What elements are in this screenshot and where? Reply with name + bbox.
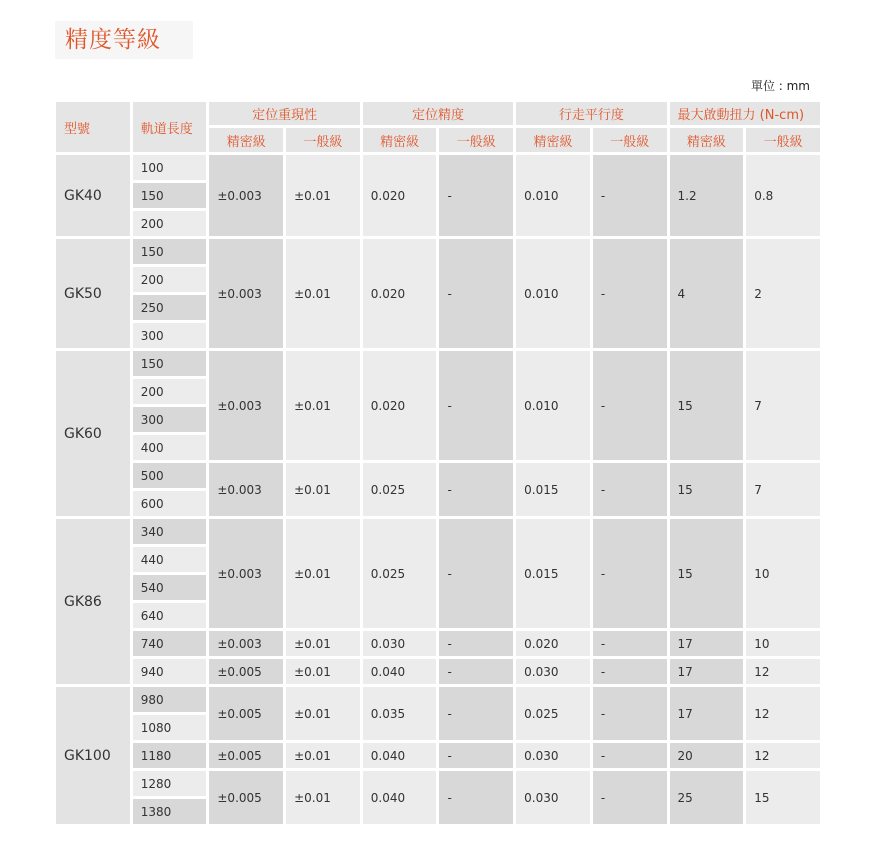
value-cell-an: - xyxy=(439,631,513,656)
value-cell-tn: 15 xyxy=(746,771,820,824)
header-accuracy: 定位精度 xyxy=(363,102,513,125)
value-cell-an: - xyxy=(439,771,513,824)
value-cell-pn: - xyxy=(593,351,667,460)
rail-length-cell: 100 xyxy=(133,155,207,180)
value-cell-rn: ±0.01 xyxy=(286,239,360,348)
model-cell: GK50 xyxy=(56,239,130,348)
value-cell-rp: ±0.003 xyxy=(209,463,283,516)
value-cell-pp: 0.015 xyxy=(516,463,590,516)
value-cell-rp: ±0.005 xyxy=(209,687,283,740)
accuracy-table xyxy=(53,99,823,827)
header-precision: 精密級 xyxy=(363,128,437,152)
rail-length-cell: 200 xyxy=(133,267,207,292)
value-cell-an: - xyxy=(439,155,513,236)
rail-length-cell: 340 xyxy=(133,519,207,544)
page-title: 精度等級 xyxy=(55,21,193,59)
value-cell-rn: ±0.01 xyxy=(286,687,360,740)
value-cell-pp: 0.010 xyxy=(516,351,590,460)
value-cell-rn: ±0.01 xyxy=(286,351,360,460)
value-cell-tp: 4 xyxy=(670,239,744,348)
rail-length-cell: 150 xyxy=(133,239,207,264)
header-rail-length: 軌道長度 xyxy=(133,102,207,152)
rail-length-cell: 600 xyxy=(133,491,207,516)
value-cell-rn: ±0.01 xyxy=(286,519,360,628)
table-row xyxy=(56,743,820,768)
value-cell-ap: 0.025 xyxy=(363,519,437,628)
value-cell-pn: - xyxy=(593,687,667,740)
rail-length-cell: 1080 xyxy=(133,715,207,740)
value-cell-pn: - xyxy=(593,659,667,684)
value-cell-an: - xyxy=(439,463,513,516)
value-cell-tn: 2 xyxy=(746,239,820,348)
header-precision: 精密級 xyxy=(516,128,590,152)
header-normal: 一般級 xyxy=(593,128,667,152)
table-row xyxy=(56,771,820,796)
value-cell-pn: - xyxy=(593,743,667,768)
rail-length-cell: 150 xyxy=(133,183,207,208)
value-cell-pn: - xyxy=(593,631,667,656)
value-cell-rn: ±0.01 xyxy=(286,631,360,656)
rail-length-cell: 1380 xyxy=(133,799,207,824)
value-cell-pp: 0.010 xyxy=(516,239,590,348)
rail-length-cell: 640 xyxy=(133,603,207,628)
value-cell-tp: 17 xyxy=(670,659,744,684)
value-cell-tn: 10 xyxy=(746,519,820,628)
rail-length-cell: 980 xyxy=(133,687,207,712)
header-precision: 精密級 xyxy=(209,128,283,152)
value-cell-rn: ±0.01 xyxy=(286,659,360,684)
rail-length-cell: 200 xyxy=(133,211,207,236)
value-cell-pp: 0.025 xyxy=(516,687,590,740)
table-row xyxy=(56,351,820,376)
value-cell-tp: 1.2 xyxy=(670,155,744,236)
model-cell: GK100 xyxy=(56,687,130,824)
value-cell-ap: 0.040 xyxy=(363,743,437,768)
value-cell-ap: 0.030 xyxy=(363,631,437,656)
header-row-1 xyxy=(56,102,820,125)
rail-length-cell: 940 xyxy=(133,659,207,684)
value-cell-rp: ±0.003 xyxy=(209,239,283,348)
value-cell-rp: ±0.005 xyxy=(209,771,283,824)
value-cell-an: - xyxy=(439,687,513,740)
value-cell-rp: ±0.005 xyxy=(209,659,283,684)
value-cell-an: - xyxy=(439,351,513,460)
value-cell-tp: 15 xyxy=(670,519,744,628)
value-cell-tp: 17 xyxy=(670,631,744,656)
model-cell: GK86 xyxy=(56,519,130,684)
value-cell-tp: 15 xyxy=(670,351,744,460)
rail-length-cell: 440 xyxy=(133,547,207,572)
value-cell-pp: 0.020 xyxy=(516,631,590,656)
value-cell-pp: 0.015 xyxy=(516,519,590,628)
value-cell-pn: - xyxy=(593,771,667,824)
table-row xyxy=(56,239,820,264)
rail-length-cell: 500 xyxy=(133,463,207,488)
unit-label: 單位 : mm xyxy=(750,79,810,93)
header-normal: 一般級 xyxy=(439,128,513,152)
header-model: 型號 xyxy=(56,102,130,152)
header-precision: 精密級 xyxy=(670,128,744,152)
value-cell-tn: 0.8 xyxy=(746,155,820,236)
table-row xyxy=(56,659,820,684)
value-cell-pp: 0.030 xyxy=(516,743,590,768)
rail-length-cell: 1180 xyxy=(133,743,207,768)
value-cell-tn: 12 xyxy=(746,659,820,684)
rail-length-cell: 250 xyxy=(133,295,207,320)
value-cell-an: - xyxy=(439,239,513,348)
value-cell-pn: - xyxy=(593,519,667,628)
model-cell: GK40 xyxy=(56,155,130,236)
rail-length-cell: 400 xyxy=(133,435,207,460)
rail-length-cell: 740 xyxy=(133,631,207,656)
header-repeatability: 定位重現性 xyxy=(209,102,359,125)
value-cell-rp: ±0.003 xyxy=(209,519,283,628)
value-cell-rn: ±0.01 xyxy=(286,155,360,236)
value-cell-pn: - xyxy=(593,463,667,516)
value-cell-ap: 0.020 xyxy=(363,351,437,460)
value-cell-pp: 0.030 xyxy=(516,659,590,684)
value-cell-an: - xyxy=(439,743,513,768)
value-cell-ap: 0.020 xyxy=(363,239,437,348)
header-normal: 一般級 xyxy=(746,128,820,152)
value-cell-tp: 17 xyxy=(670,687,744,740)
rail-length-cell: 1280 xyxy=(133,771,207,796)
table-row xyxy=(56,463,820,488)
rail-length-cell: 300 xyxy=(133,323,207,348)
value-cell-rn: ±0.01 xyxy=(286,743,360,768)
value-cell-ap: 0.040 xyxy=(363,771,437,824)
header-normal: 一般級 xyxy=(286,128,360,152)
table-row xyxy=(56,631,820,656)
value-cell-tn: 12 xyxy=(746,687,820,740)
value-cell-an: - xyxy=(439,659,513,684)
rail-length-cell: 300 xyxy=(133,407,207,432)
value-cell-an: - xyxy=(439,519,513,628)
value-cell-pn: - xyxy=(593,155,667,236)
value-cell-rp: ±0.003 xyxy=(209,351,283,460)
model-cell: GK60 xyxy=(56,351,130,516)
value-cell-ap: 0.020 xyxy=(363,155,437,236)
rail-length-cell: 540 xyxy=(133,575,207,600)
header-torque: 最大啟動扭力 (N-cm) xyxy=(670,102,820,125)
value-cell-pp: 0.030 xyxy=(516,771,590,824)
value-cell-ap: 0.035 xyxy=(363,687,437,740)
value-cell-rp: ±0.003 xyxy=(209,155,283,236)
rail-length-cell: 200 xyxy=(133,379,207,404)
value-cell-tp: 25 xyxy=(670,771,744,824)
value-cell-rp: ±0.005 xyxy=(209,743,283,768)
value-cell-ap: 0.040 xyxy=(363,659,437,684)
value-cell-tn: 7 xyxy=(746,351,820,460)
rail-length-cell: 150 xyxy=(133,351,207,376)
value-cell-rp: ±0.003 xyxy=(209,631,283,656)
value-cell-pn: - xyxy=(593,239,667,348)
value-cell-tn: 10 xyxy=(746,631,820,656)
value-cell-rn: ±0.01 xyxy=(286,771,360,824)
table-row xyxy=(56,687,820,712)
value-cell-tp: 15 xyxy=(670,463,744,516)
value-cell-tn: 7 xyxy=(746,463,820,516)
value-cell-pp: 0.010 xyxy=(516,155,590,236)
header-parallelism: 行走平行度 xyxy=(516,102,666,125)
value-cell-tp: 20 xyxy=(670,743,744,768)
table-row xyxy=(56,155,820,180)
value-cell-tn: 12 xyxy=(746,743,820,768)
value-cell-rn: ±0.01 xyxy=(286,463,360,516)
table-row xyxy=(56,519,820,544)
value-cell-ap: 0.025 xyxy=(363,463,437,516)
